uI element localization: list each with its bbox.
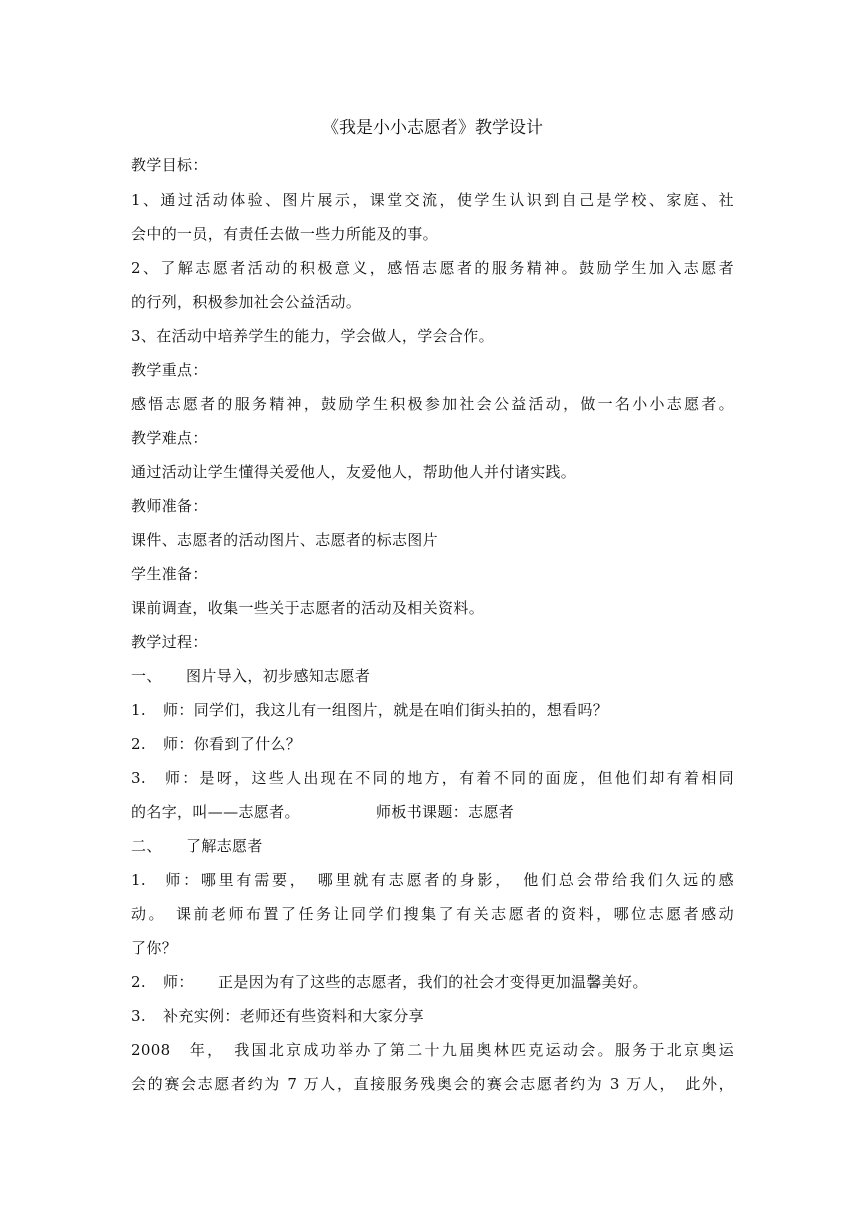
section-1-item-1-number: 1. — [131, 701, 147, 719]
section-2-number: 二、 — [131, 837, 162, 855]
section-1-item-2-text: 师：你看到了什么？ — [163, 735, 302, 753]
paragraph-line-2: 会的赛会志愿者约为 7 万人，直接服务残奥会的赛会志愿者约为 3 万人， 此外， — [131, 1075, 734, 1093]
process-heading: 教学过程： — [131, 633, 208, 651]
key-points-heading: 教学重点： — [131, 361, 208, 379]
section-1-item-1 — [131, 699, 734, 721]
section-1-item-3-line-1 — [131, 767, 734, 789]
difficulties-text: 通过活动让学生懂得关爱他人，友爱他人，帮助他人并付诸实践。 — [131, 463, 577, 481]
section-2-item-1-line-2: 动。 课前老师布置了任务让同学们搜集了有关志愿者的资料，哪位志愿者感动 — [131, 905, 734, 923]
paragraph-line-1: 2008 年， 我国北京成功举办了第二十九届奥林匹克运动会。服务于北京奥运 — [131, 1041, 734, 1059]
objective-2-line-1: 2、了解志愿者活动的积极意义，感悟志愿者的服务精神。鼓励学生加入志愿者 — [131, 259, 734, 277]
section-2-item-3-text: 补充实例：老师还有些资料和大家分享 — [163, 1007, 424, 1025]
section-2-item-1-line-1 — [131, 869, 734, 891]
objectives-heading: 教学目标： — [131, 156, 208, 174]
blackboard-note: 师板书课题：志愿者 — [376, 803, 515, 821]
section-2-item-3 — [131, 1005, 734, 1027]
key-points-text: 感悟志愿者的服务精神，鼓励学生积极参加社会公益活动，做一名小小志愿者。 — [131, 395, 734, 413]
teacher-prep-text: 课件、志愿者的活动图片、志愿者的标志图片 — [131, 531, 439, 549]
section-1-item-3-text: 师：是呀，这些人出现在不同的地方，有着不同的面庞，但他们却有着相同 — [163, 769, 734, 787]
section-1-item-3-line-2 — [131, 801, 734, 823]
section-1-title: 图片导入，初步感知志愿者 — [186, 667, 371, 685]
section-1-item-3-number: 3. — [131, 769, 147, 787]
document-page — [131, 0, 734, 1216]
section-2-item-2-text: 正是因为有了这些的志愿者，我们的社会才变得更加温馨美好。 — [218, 973, 648, 991]
student-prep-heading: 学生准备： — [131, 565, 208, 583]
section-1-heading — [131, 665, 734, 687]
section-1-number: 一、 — [131, 667, 162, 685]
section-1-item-2 — [131, 733, 734, 755]
teacher-prep-heading: 教师准备： — [131, 497, 208, 515]
section-2-item-2 — [131, 971, 734, 993]
section-1-item-2-number: 2. — [131, 735, 147, 753]
document-title: 《我是小小志愿者》教学设计 — [322, 118, 543, 138]
section-1-item-1-text: 师：同学们，我这儿有一组图片，就是在咱们街头拍的，想看吗？ — [163, 701, 609, 719]
section-2-item-3-number: 3. — [131, 1007, 147, 1025]
section-2-item-1-text: 师：哪里有需要， 哪里就有志愿者的身影， 他们总会带给我们久远的感 — [163, 871, 734, 889]
objective-3: 3、在活动中培养学生的能力，学会做人，学会合作。 — [131, 327, 494, 345]
student-prep-text: 课前调查，收集一些关于志愿者的活动及相关资料。 — [131, 599, 485, 617]
difficulties-heading: 教学难点： — [131, 429, 208, 447]
section-2-title: 了解志愿者 — [186, 837, 263, 855]
objective-2-line-2: 的行列，积极参加社会公益活动。 — [131, 293, 362, 311]
objective-1-line-1: 1、通过活动体验、图片展示，课堂交流，使学生认识到自己是学校、家庭、社 — [131, 191, 734, 209]
section-1-item-3-line-2-text: 的名字，叫——志愿者。 — [131, 803, 300, 821]
section-2-item-2-speaker: 师： — [163, 973, 194, 991]
section-2-heading — [131, 835, 734, 857]
section-2-item-2-number: 2. — [131, 973, 147, 991]
section-2-item-1-number: 1. — [131, 871, 147, 889]
objective-1-line-2: 会中的一员，有责任去做一些力所能及的事。 — [131, 225, 439, 243]
section-2-item-1-line-3: 了你？ — [131, 939, 178, 957]
